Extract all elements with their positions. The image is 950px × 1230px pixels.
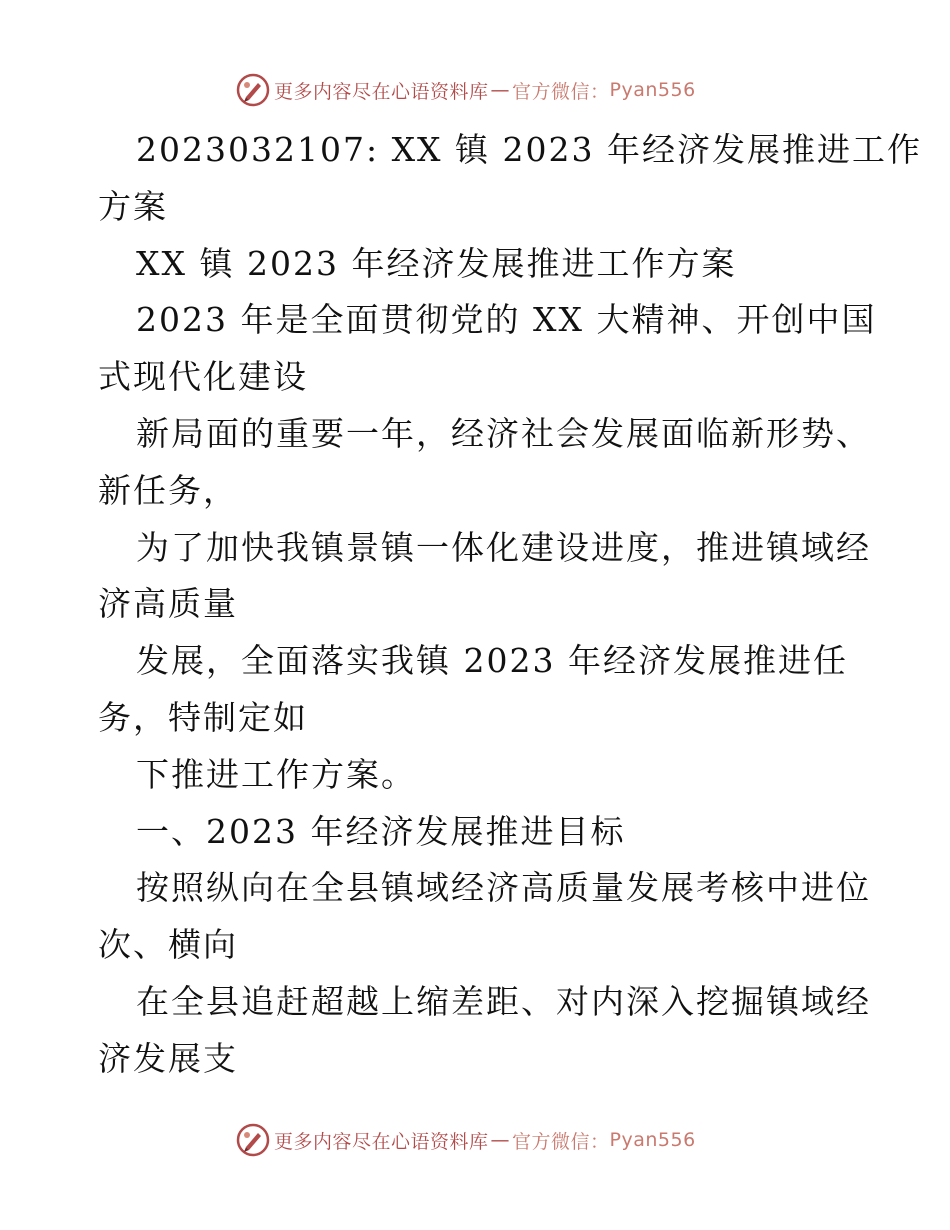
text-line: 次、横向	[98, 925, 238, 965]
banner-official-label: 官方微信：	[512, 80, 610, 103]
text-line: 方案	[98, 186, 168, 226]
text-line: 新局面的重要一年，经济社会发展面临新形势、	[136, 413, 871, 453]
text-line: 济发展支	[98, 1038, 238, 1078]
text-line: 为了加快我镇景镇一体化建设进度，推进镇域经	[136, 527, 871, 567]
banner-dash: —	[490, 79, 511, 101]
text-line: 一、2023 年经济发展推进目标	[136, 811, 626, 851]
pen-logo-icon	[236, 1123, 270, 1157]
text-line: 下推进工作方案。	[136, 754, 416, 794]
pen-logo-icon	[236, 73, 270, 107]
header-watermark-banner	[236, 72, 696, 108]
banner-wechat-id: Pyan556	[609, 1129, 696, 1151]
text-line: 发展，全面落实我镇 2023 年经济发展推进任	[136, 641, 848, 681]
banner-wechat-id: Pyan556	[609, 79, 696, 101]
text-line: 在全县追赶超越上缩差距、对内深入挖掘镇域经	[136, 981, 871, 1021]
text-line: 2023032107: XX 镇 2023 年经济发展推进工作	[136, 130, 923, 169]
text-line: 新任务，	[98, 470, 238, 510]
footer-watermark-banner	[236, 1122, 696, 1158]
banner-official-label: 官方微信：	[512, 1130, 610, 1153]
text-line: 济高质量	[98, 584, 238, 624]
text-line: 2023 年是全面贯彻党的 XX 大精神、开创中国	[136, 300, 877, 340]
text-line: 式现代化建设	[98, 357, 308, 397]
banner-brand: 更多内容尽在心语资料库	[274, 80, 489, 103]
text-line: 按照纵向在全县镇域经济高质量发展考核中进位	[136, 868, 871, 908]
document-body	[98, 122, 923, 1088]
text-line: XX 镇 2023 年经济发展推进工作方案	[136, 243, 737, 283]
banner-dash: —	[490, 1129, 511, 1151]
banner-brand: 更多内容尽在心语资料库	[274, 1130, 489, 1153]
text-line: 务，特制定如	[98, 697, 308, 737]
